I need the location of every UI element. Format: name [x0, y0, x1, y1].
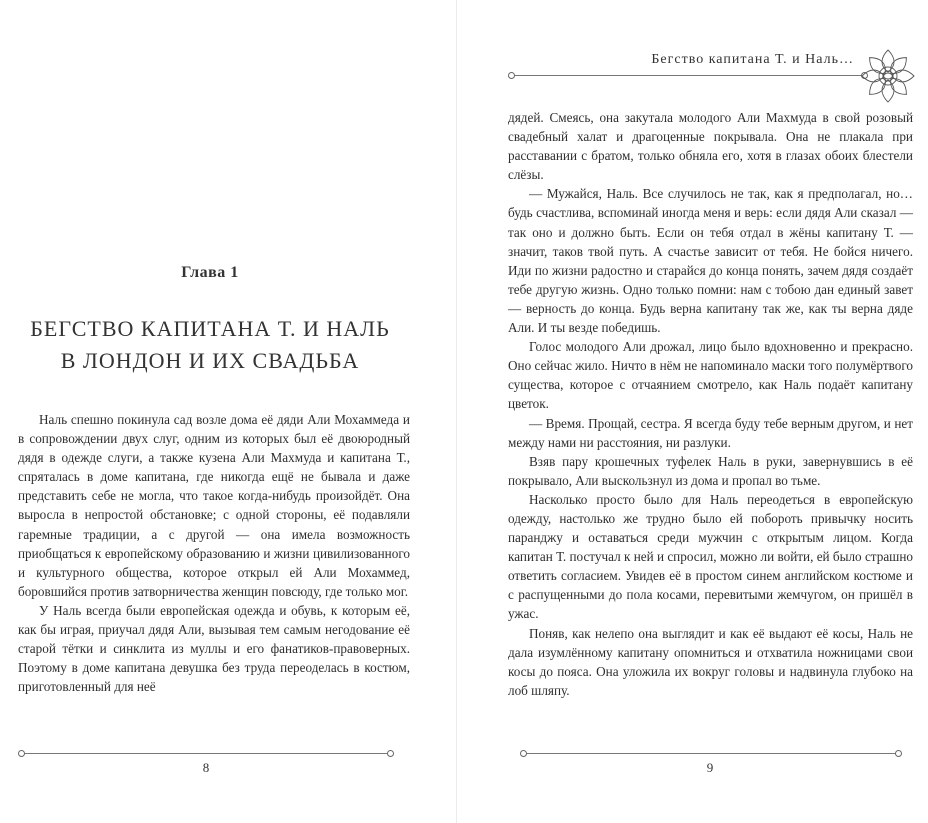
chapter-title — [6, 313, 414, 377]
paragraph: Голос молодого Али дрожал, лицо было вдохновенно и прекрасно. Оно сейчас жило. Ничто в нём не напоминало маски того полумёртвого существа, которое с отчаянием смотрело, как Наль подаёт капитану цветок. — [508, 339, 913, 412]
paragraph: — Время. Прощай, сестра. Я всегда буду тебе верным другом, и нет между нами ни расстояния, ни разлуки. — [508, 415, 913, 450]
paragraph: Насколько просто было для Наль переодеться в европейскую одежду, настолько же трудно было ей побороть привычку носить паранджу и оставаться среди мужчин с открытым лицом. Когда капитан Т. постучал к ней и спросил, можно ли войти, ей было страшно ответить согласием. Увидев её в простом синем английском костюме и с распущенными до пола косами, перевитыми жемчугом, он пришёл в ужас. — [508, 491, 913, 622]
footer-rule — [524, 753, 898, 754]
left-page — [0, 0, 457, 823]
chapter-title-line-2: В ЛОНДОН И ИХ СВАДЬБА — [60, 348, 360, 373]
paragraph: Наль спешно покинула сад возле дома её дяди Али Мохаммеда и в сопровождении двух слуг, одним из которых был её двоюродный дядя в одежде слуги, а также кузена Али Махмуда и капитана Т., спряталась в доме капитана, где никогда ещё не бывала и даже представить себе не могла, что такое когда-нибудь произойдёт. Она выросла в непростой обстановке; с одной стороны, её подавляли гаремные традиции, а с другой — она имела возможность приобщаться к европейскому образованию и жизни цивилизованного и культурного общества, которое открыл ей Али Мохаммед, боровшийся против затворничества женщин повсюду, где только мог. — [18, 412, 410, 599]
chapter-label: Глава 1 — [181, 264, 239, 281]
paragraph: Взяв пару крошечных туфелек Наль в руки, завернувшись в её покрывало, Али выскользнул из дома и пропал во тьме. — [508, 453, 913, 488]
paragraph: У Наль всегда были европейская одежда и обувь, к которым её, как бы играя, приучал дядя Али, вызывая тем самым негодование её старой тётки и синклита из муллы и его фанатиков-правоверных. Поэтому в доме капитана девушка без труда переоделась в костюм, приготовленный для неё — [18, 602, 410, 695]
chapter-title-line-1: БЕГСТВО КАПИТАНА Т. И НАЛЬ — [30, 316, 390, 341]
left-page-body — [18, 410, 410, 696]
running-title: Бегство капитана Т. и Наль… — [651, 52, 854, 67]
header-rule — [512, 75, 864, 76]
paragraph: дядей. Смеясь, она закутала молодого Али Махмуда в свой розовый свадебный халат и драгоценные покрывала. Она не плакала при расставании с братом, только обняла его, хотя в глазах обоих блестели слёзы. — [508, 110, 913, 183]
right-page-body — [508, 108, 913, 700]
page-number-right: 9 — [706, 760, 714, 775]
paragraph: Поняв, как нелепо она выглядит и как её выдают её косы, Наль не дала изумлённому капитану опомниться и отхватила ножницами свои косы до пояса. Она уложила их вокруг головы и надвинула глубоко на лоб шляпу. — [508, 625, 913, 698]
footer-rule — [22, 753, 390, 754]
paragraph: — Мужайся, Наль. Все случилось не так, как я предполагал, но… будь счастлива, вспоминай иногда меня и верь: если дядя Али сказал — так оно и должно быть. Если он тебя отдал в жёны капитану Т. — значит, таков твой путь. А счастье зависит от тебя. Не бойся ничего. Иди по жизни радостно и старайся до конца понять, зачем дядя создаёт тебе другую жизнь. Одно только помни: нам с тобою дан единый завет — верность до конца. Будь верна капитану так же, как ты верна дяде Али. И ты везде победишь. — [508, 186, 913, 336]
page-number-left: 8 — [202, 760, 210, 775]
lotus-mandala-ornament-icon — [858, 46, 918, 106]
